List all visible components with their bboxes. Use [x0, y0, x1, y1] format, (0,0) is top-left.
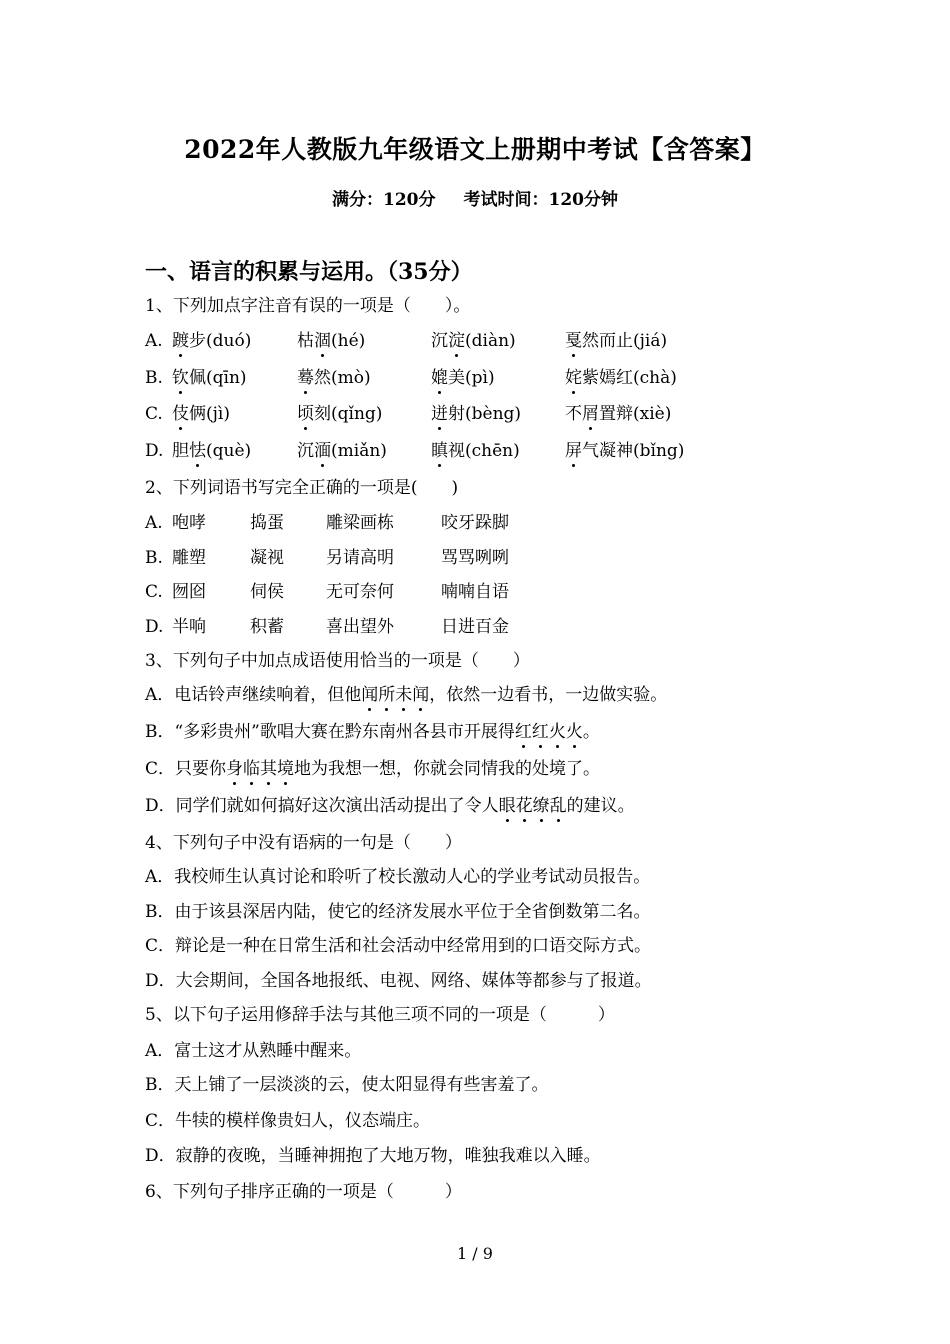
- emphasis-dot-char: 临: [243, 759, 261, 779]
- word-item: 捣蛋: [250, 513, 284, 533]
- item-text: (què): [206, 441, 252, 461]
- question-4-option-c: C．辩论是一种在日常生活和社会活动中经常用到的口语交际方式。: [145, 936, 652, 956]
- word-item: 喃喃自语: [441, 582, 509, 602]
- item-text: (miǎn): [331, 441, 387, 461]
- item-text: 不: [565, 404, 582, 424]
- emphasized-char: 蓦: [297, 368, 314, 388]
- option-text: A．电话铃声继续响着，但他: [145, 685, 362, 705]
- pinyin-item: [431, 330, 516, 352]
- pinyin-item: [172, 330, 251, 352]
- question-4-option-d: D．大会期间，全国各地报纸、电视、网络、媒体等都参与了报道。: [145, 971, 652, 991]
- emphasis-dot-char: 火: [565, 722, 583, 742]
- word-item: 另请高明: [326, 548, 394, 568]
- exam-info: [0, 185, 950, 210]
- pinyin-item: [431, 367, 495, 389]
- item-text: 沉: [431, 331, 448, 351]
- emphasis-dot-char: 境: [277, 759, 295, 779]
- emphasized-char: 怯: [189, 441, 206, 461]
- emphasized-char: 姹: [565, 368, 582, 388]
- item-text: 射(bèng): [448, 404, 522, 424]
- word-item: 伺侯: [250, 582, 284, 602]
- item-text: 气凝神(bǐng): [582, 441, 685, 461]
- option-text: 。: [582, 722, 600, 742]
- emphasis-dot-char: 乱: [549, 796, 567, 816]
- page-number: 1 / 9: [457, 1244, 493, 1263]
- question-4-option-b: B．由于该县深居内陆，使它的经济发展水平位于全省倒数第二名。: [145, 902, 651, 922]
- emphasized-char: 媲: [431, 368, 448, 388]
- question-3-option: [145, 758, 600, 780]
- emphasized-char: 湎: [314, 441, 331, 461]
- pinyin-item: [172, 403, 230, 425]
- question-2-stem: 2、下列词语书写完全正确的一项是( ): [145, 478, 459, 498]
- item-text: 紫嫣红(chà): [582, 368, 677, 388]
- emphasized-char: 迸: [431, 404, 448, 424]
- question-5-option-a: A．富士这才从熟睡中醒来。: [145, 1041, 362, 1061]
- option-letter: B.: [145, 368, 163, 388]
- exam-title: 2022年人教版九年级语文上册期中考试【含答案】: [184, 135, 766, 164]
- emphasized-idiom: [226, 759, 294, 779]
- pinyin-item: [297, 330, 365, 352]
- pinyin-item: [431, 440, 520, 462]
- word-item: 雕梁画栋: [326, 513, 394, 533]
- question-5-option-b: B．天上铺了一层淡淡的云，使太阳显得有些害羞了。: [145, 1075, 549, 1095]
- pinyin-item: [565, 367, 677, 389]
- option-letter: A.: [145, 331, 163, 351]
- option-letter: C.: [145, 404, 163, 424]
- word-item: 日进百金: [441, 617, 509, 637]
- emphasis-dot-char: 闻: [361, 685, 379, 705]
- option-text: B．“多彩贵州”歌唱大赛在黔东南州各县市开展得: [145, 722, 515, 742]
- emphasized-char: 淀: [448, 331, 465, 351]
- item-text: 枯: [297, 331, 314, 351]
- option-letter: D.: [145, 617, 164, 637]
- emphasized-idiom: [361, 685, 429, 705]
- pinyin-item: [565, 440, 684, 462]
- item-text: 步(duó): [189, 331, 252, 351]
- emphasized-char: 涸: [314, 331, 331, 351]
- emphasized-char: 瞋: [431, 441, 448, 461]
- item-text: 刻(qǐng): [314, 404, 383, 424]
- option-letter: D.: [145, 441, 164, 461]
- emphasis-dot-char: 红: [531, 722, 549, 742]
- question-3-option: [145, 721, 600, 743]
- question-3-stem: 3、下列句子中加点成语使用恰当的一项是（ ）: [145, 651, 530, 671]
- emphasis-dot-char: 花: [515, 796, 533, 816]
- word-item: 囫囵: [172, 582, 206, 602]
- full-score: 满分：120分: [332, 190, 436, 210]
- question-1-stem: 1、下列加点字注音有误的一项是（ ）。: [145, 296, 471, 316]
- emphasis-dot-char: 眼: [498, 796, 516, 816]
- emphasized-idiom: [515, 722, 583, 742]
- word-item: 积蓄: [250, 617, 284, 637]
- exam-duration: 考试时间：120分钟: [463, 190, 618, 210]
- question-3-option: [145, 795, 635, 817]
- question-4-stem: 4、下列句子中没有语病的一句是（ ）: [145, 833, 462, 853]
- pinyin-item: [565, 330, 667, 352]
- word-item: 咬牙跺脚: [441, 513, 509, 533]
- item-text: (hé): [331, 331, 366, 351]
- word-item: 凝视: [250, 548, 284, 568]
- option-text: 的建议。: [566, 796, 635, 816]
- option-text: ，依然一边看书，一边做实验。: [429, 685, 668, 705]
- option-text: C．只要你: [145, 759, 227, 779]
- item-text: 视(chēn): [448, 441, 520, 461]
- pinyin-item: [297, 367, 371, 389]
- emphasized-char: 戛: [565, 331, 582, 351]
- emphasized-char: 踱: [172, 331, 189, 351]
- emphasis-dot-char: 所: [378, 685, 396, 705]
- question-5-option-d: D．寂静的夜晚，当睡神拥抱了大地万物，唯独我难以入睡。: [145, 1146, 601, 1166]
- emphasized-char: 屏: [565, 441, 582, 461]
- emphasis-dot-char: 闻: [412, 685, 430, 705]
- emphasized-char: 钦: [172, 368, 189, 388]
- pinyin-item: [172, 440, 251, 462]
- question-6-stem: 6、下列句子排序正确的一项是（ ）: [145, 1182, 462, 1202]
- item-text: 美(pì): [448, 368, 495, 388]
- option-letter: A.: [145, 513, 163, 533]
- option-letter: C.: [145, 582, 163, 602]
- option-letter: B.: [145, 548, 163, 568]
- emphasized-char: 伎: [172, 404, 189, 424]
- question-5-option-c: C．牛犊的模样像贵妇人，仪态端庄。: [145, 1111, 431, 1131]
- option-text: 地为我想一想，你就会同情我的处境了。: [294, 759, 601, 779]
- emphasis-dot-char: 火: [548, 722, 566, 742]
- pinyin-item: [297, 403, 382, 425]
- item-text: 然(mò): [314, 368, 371, 388]
- word-item: 雕塑: [172, 548, 206, 568]
- item-text: 置辩(xiè): [599, 404, 672, 424]
- emphasized-idiom: [499, 796, 567, 816]
- item-text: 然而止(jiá): [582, 331, 668, 351]
- emphasis-dot-char: 其: [260, 759, 278, 779]
- item-text: 胆: [172, 441, 189, 461]
- emphasized-char: 顷: [297, 404, 314, 424]
- pinyin-item: [565, 403, 671, 425]
- emphasized-char: 屑: [582, 404, 599, 424]
- item-text: 佩(qīn): [189, 368, 247, 388]
- question-5-stem: 5、以下句子运用修辞手法与其他三项不同的一项是（ ）: [145, 1005, 615, 1025]
- word-item: 半响: [172, 617, 206, 637]
- emphasis-dot-char: 身: [226, 759, 244, 779]
- emphasis-dot-char: 未: [395, 685, 413, 705]
- item-text: 俩(jì): [189, 404, 230, 424]
- option-text: D．同学们就如何搞好这次演出活动提出了令人: [145, 796, 499, 816]
- emphasis-dot-char: 缭: [532, 796, 550, 816]
- question-4-option-a: A．我校师生认真讨论和聆听了校长激动人心的学业考试动员报告。: [145, 867, 651, 887]
- pinyin-item: [297, 440, 387, 462]
- word-item: 无可奈何: [326, 582, 394, 602]
- item-text: (diàn): [465, 331, 516, 351]
- pinyin-item: [172, 367, 247, 389]
- pinyin-item: [431, 403, 521, 425]
- section-heading: 一、语言的积累与运用。（35分）: [145, 259, 473, 285]
- emphasis-dot-char: 红: [514, 722, 532, 742]
- question-3-option: [145, 684, 667, 706]
- item-text: 沉: [297, 441, 314, 461]
- word-item: 咆哮: [172, 513, 206, 533]
- word-item: 骂骂咧咧: [441, 548, 509, 568]
- word-item: 喜出望外: [326, 617, 394, 637]
